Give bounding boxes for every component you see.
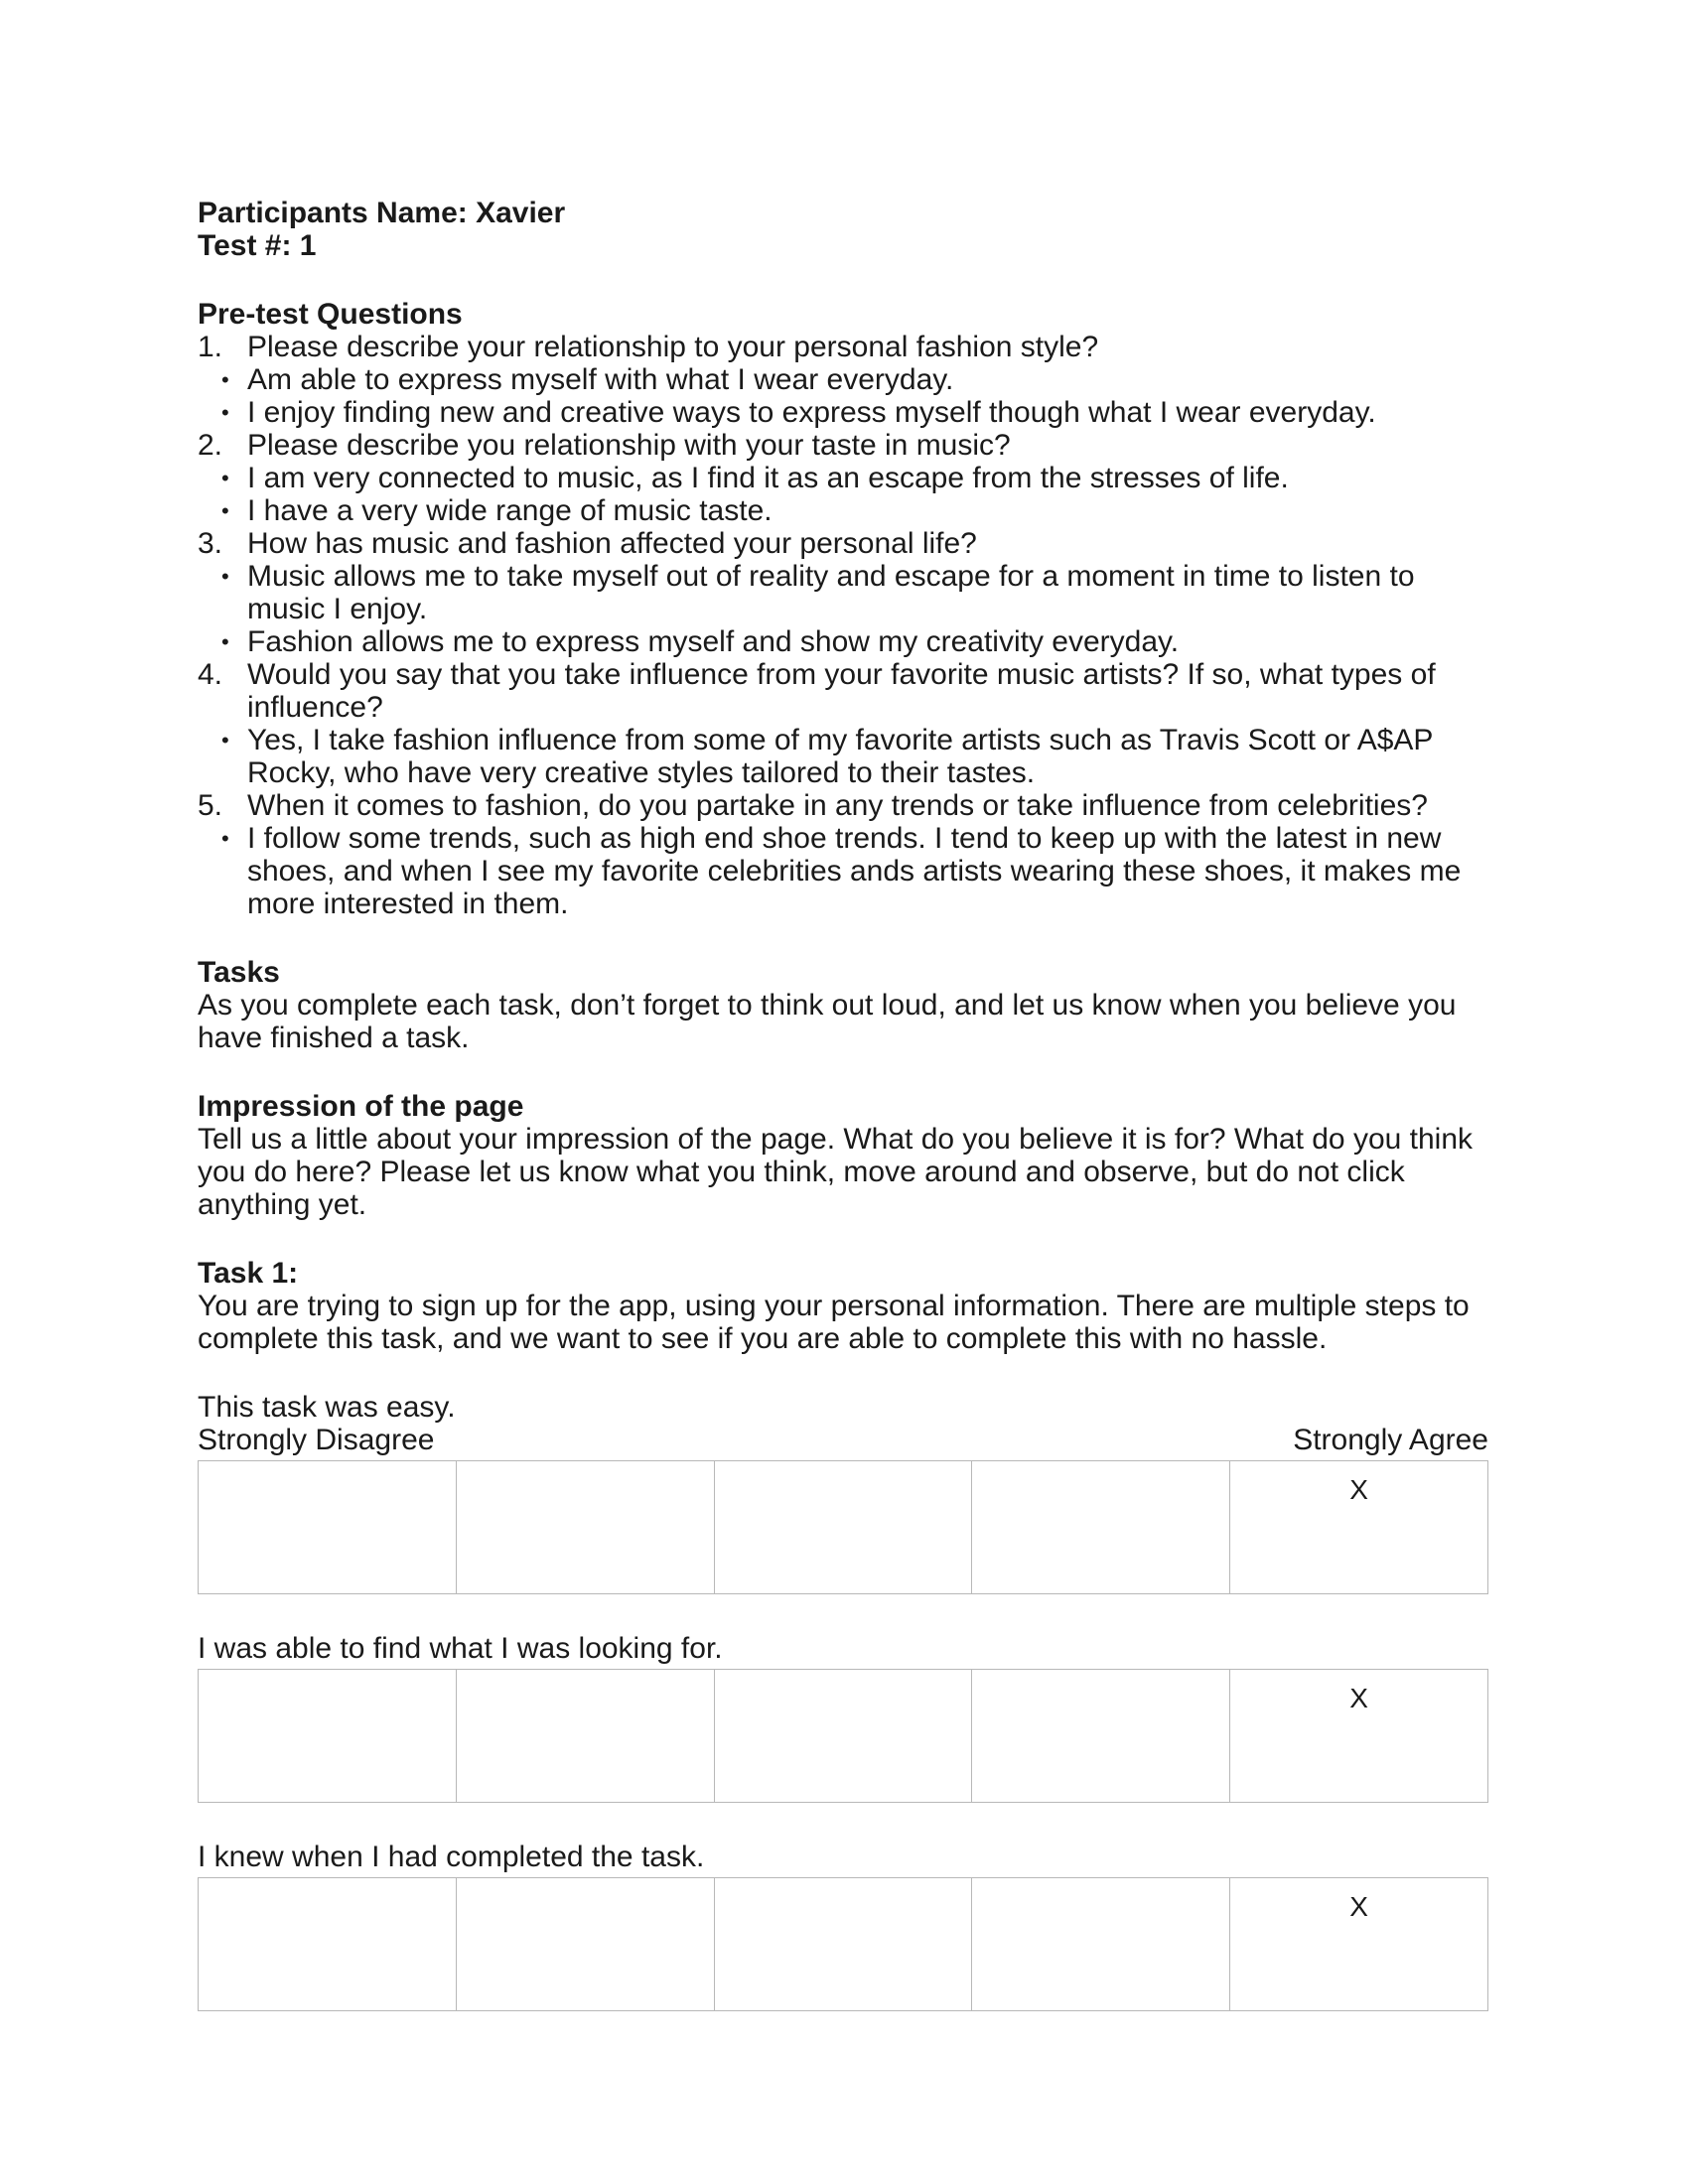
- scale-low-label: Strongly Disagree: [198, 1424, 435, 1456]
- answer-text: I have a very wide range of music taste.: [247, 494, 773, 527]
- usability-test-document: [198, 197, 1488, 2011]
- rating-row: [199, 1878, 1488, 2011]
- answer-item: [198, 494, 1488, 527]
- answer-text: I enjoy finding new and creative ways to express myself though what I wear everyday.: [247, 396, 1376, 429]
- tasks-heading: Tasks: [198, 956, 280, 989]
- answer-item: [198, 396, 1488, 429]
- rating-statement: I was able to find what I was looking for.: [198, 1632, 723, 1665]
- answer-text: I am very connected to music, as I find it as an escape from the stresses of life.: [247, 462, 1289, 494]
- bullet-icon: •: [221, 400, 229, 425]
- pretest-question-list: [198, 331, 1488, 920]
- answer-text: Yes, I take fashion influence from some of my favorite artists such as Travis Scott or A$AP Rocky, who have very creative styles tailored to their tastes.: [247, 724, 1433, 789]
- bullet-icon: •: [221, 466, 229, 490]
- answer-text: Music allows me to take myself out of reality and escape for a moment in time to listen to music I enjoy.: [247, 560, 1415, 625]
- bullet-icon: •: [221, 367, 229, 392]
- question-text: Please describe you relationship with your taste in music?: [247, 429, 1011, 462]
- scale-high-label: Strongly Agree: [1293, 1424, 1488, 1456]
- rating-cell-3[interactable]: [714, 1878, 972, 2011]
- impression-instructions: Tell us a little about your impression of the page. What do you believe it is for? What do you think you do here? Please let us know what you think, move around and observe, but do not click anything yet.: [198, 1123, 1474, 1221]
- rating-scale-table: [198, 1877, 1488, 2011]
- answer-item: [198, 462, 1488, 494]
- answer-item: [198, 560, 1488, 625]
- rating-row: [199, 1461, 1488, 1594]
- bullet-icon: •: [221, 629, 229, 654]
- question-number: 3.: [198, 527, 223, 560]
- question-text: When it comes to fashion, do you partake in any trends or take influence from celebrities?: [247, 789, 1428, 822]
- rating-scale-table: [198, 1669, 1488, 1803]
- participant-name: Participants Name: Xavier: [198, 197, 566, 229]
- answer-text: Fashion allows me to express myself and show my creativity everyday.: [247, 625, 1180, 658]
- rating-row: [199, 1670, 1488, 1803]
- question-item: [198, 658, 1488, 724]
- rating-cell-2[interactable]: [456, 1670, 714, 1803]
- rating-cell-1[interactable]: [199, 1878, 457, 2011]
- bullet-icon: •: [221, 564, 229, 589]
- question-number: 2.: [198, 429, 223, 462]
- question-item: [198, 429, 1488, 462]
- answer-item: [198, 822, 1488, 920]
- answer-item: [198, 363, 1488, 396]
- rating-statement: This task was easy.: [198, 1391, 456, 1424]
- rating-cell-2[interactable]: [456, 1878, 714, 2011]
- scale-labels: [198, 1424, 1488, 1456]
- rating-cell-5[interactable]: X: [1230, 1670, 1488, 1803]
- bullet-icon: •: [221, 826, 229, 851]
- tasks-instructions: As you complete each task, don’t forget to think out loud, and let us know when you believe you have finished a task.: [198, 989, 1457, 1054]
- task1-heading: Task 1:: [198, 1257, 299, 1290]
- pretest-heading: Pre-test Questions: [198, 298, 463, 331]
- rating-cell-1[interactable]: [199, 1461, 457, 1594]
- bullet-icon: •: [221, 498, 229, 523]
- rating-statement: I knew when I had completed the task.: [198, 1841, 705, 1873]
- question-text: How has music and fashion affected your personal life?: [247, 527, 977, 560]
- question-number: 4.: [198, 658, 223, 691]
- question-item: [198, 331, 1488, 363]
- rating-cell-5[interactable]: X: [1230, 1878, 1488, 2011]
- answer-item: [198, 724, 1488, 789]
- rating-cell-2[interactable]: [456, 1461, 714, 1594]
- rating-cell-3[interactable]: [714, 1670, 972, 1803]
- rating-cell-4[interactable]: [972, 1461, 1230, 1594]
- answer-text: Am able to express myself with what I wear everyday.: [247, 363, 954, 396]
- question-item: [198, 527, 1488, 560]
- rating-cell-4[interactable]: [972, 1878, 1230, 2011]
- impression-heading: Impression of the page: [198, 1090, 524, 1123]
- question-number: 5.: [198, 789, 223, 822]
- question-text: Please describe your relationship to your personal fashion style?: [247, 331, 1099, 363]
- bullet-icon: •: [221, 728, 229, 752]
- answer-text: I follow some trends, such as high end shoe trends. I tend to keep up with the latest in new shoes, and when I see my favorite celebrities ands artists wearing these shoes, it makes me more interested in them.: [247, 822, 1462, 920]
- question-text: Would you say that you take influence from your favorite music artists? If so, what types of influence?: [247, 658, 1436, 724]
- rating-cell-4[interactable]: [972, 1670, 1230, 1803]
- rating-cell-1[interactable]: [199, 1670, 457, 1803]
- rating-scale-table: [198, 1460, 1488, 1594]
- question-number: 1.: [198, 331, 223, 363]
- question-item: [198, 789, 1488, 822]
- test-number: Test #: 1: [198, 229, 317, 262]
- rating-cell-5[interactable]: X: [1230, 1461, 1488, 1594]
- task1-description: You are trying to sign up for the app, using your personal information. There are multiple steps to complete this task, and we want to see if you are able to complete this with no hassle.: [198, 1290, 1470, 1355]
- rating-cell-3[interactable]: [714, 1461, 972, 1594]
- answer-item: [198, 625, 1488, 658]
